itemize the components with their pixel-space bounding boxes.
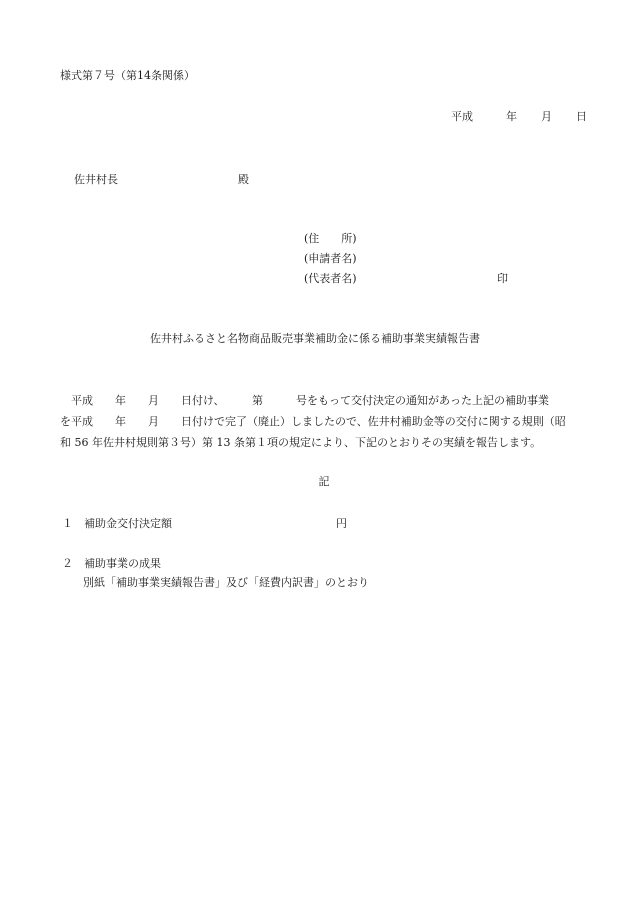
document-title: 佐井村ふるさと名物商品販売事業補助金に係る補助事業実績報告書 xyxy=(150,332,480,345)
addressee-honorific: 殿 xyxy=(238,173,249,186)
seal-mark: 印 xyxy=(497,272,508,285)
date-month: 月 xyxy=(541,110,552,123)
form-number: 様式第７号（第14条関係） xyxy=(60,69,195,82)
item-results xyxy=(62,557,369,589)
body-paragraph xyxy=(60,390,580,453)
date-year: 年 xyxy=(506,110,517,123)
applicant-label: (申請者名) xyxy=(304,252,357,265)
body-line-3: 和 56 年佐井村規則第３号）第 13 条第１項の規定により、下記のとおりその実績を報告します。 xyxy=(60,436,542,449)
applicant-block xyxy=(304,232,357,292)
item-label: 補助金交付決定額 xyxy=(84,517,172,530)
address-label: (住 所) xyxy=(304,232,357,245)
item-number: １ xyxy=(62,517,73,530)
body-line-2: を平成 年 月 日付けで完了（廃止）しましたので、佐井村補助金等の交付に関する規則（昭 xyxy=(60,415,566,428)
item-unit: 円 xyxy=(336,517,347,530)
item-label: 補助事業の成果 xyxy=(84,557,161,570)
date-day: 日 xyxy=(576,110,587,123)
item-number: ２ xyxy=(62,557,73,570)
item-grant-amount xyxy=(62,517,347,530)
addressee-name: 佐井村長 xyxy=(74,173,118,186)
addressee xyxy=(74,173,249,186)
date-line xyxy=(451,110,587,123)
body-line-1: 平成 年 月 日付け、 第 号をもって交付決定の通知があった上記の補助事業 xyxy=(71,394,549,407)
item-detail: 別紙「補助事業実績報告書」及び「経費内訳書」のとおり xyxy=(83,576,369,590)
date-era: 平成 xyxy=(451,110,473,123)
ki-heading: 記 xyxy=(318,475,330,488)
representative-label: (代表者名) xyxy=(304,272,357,285)
